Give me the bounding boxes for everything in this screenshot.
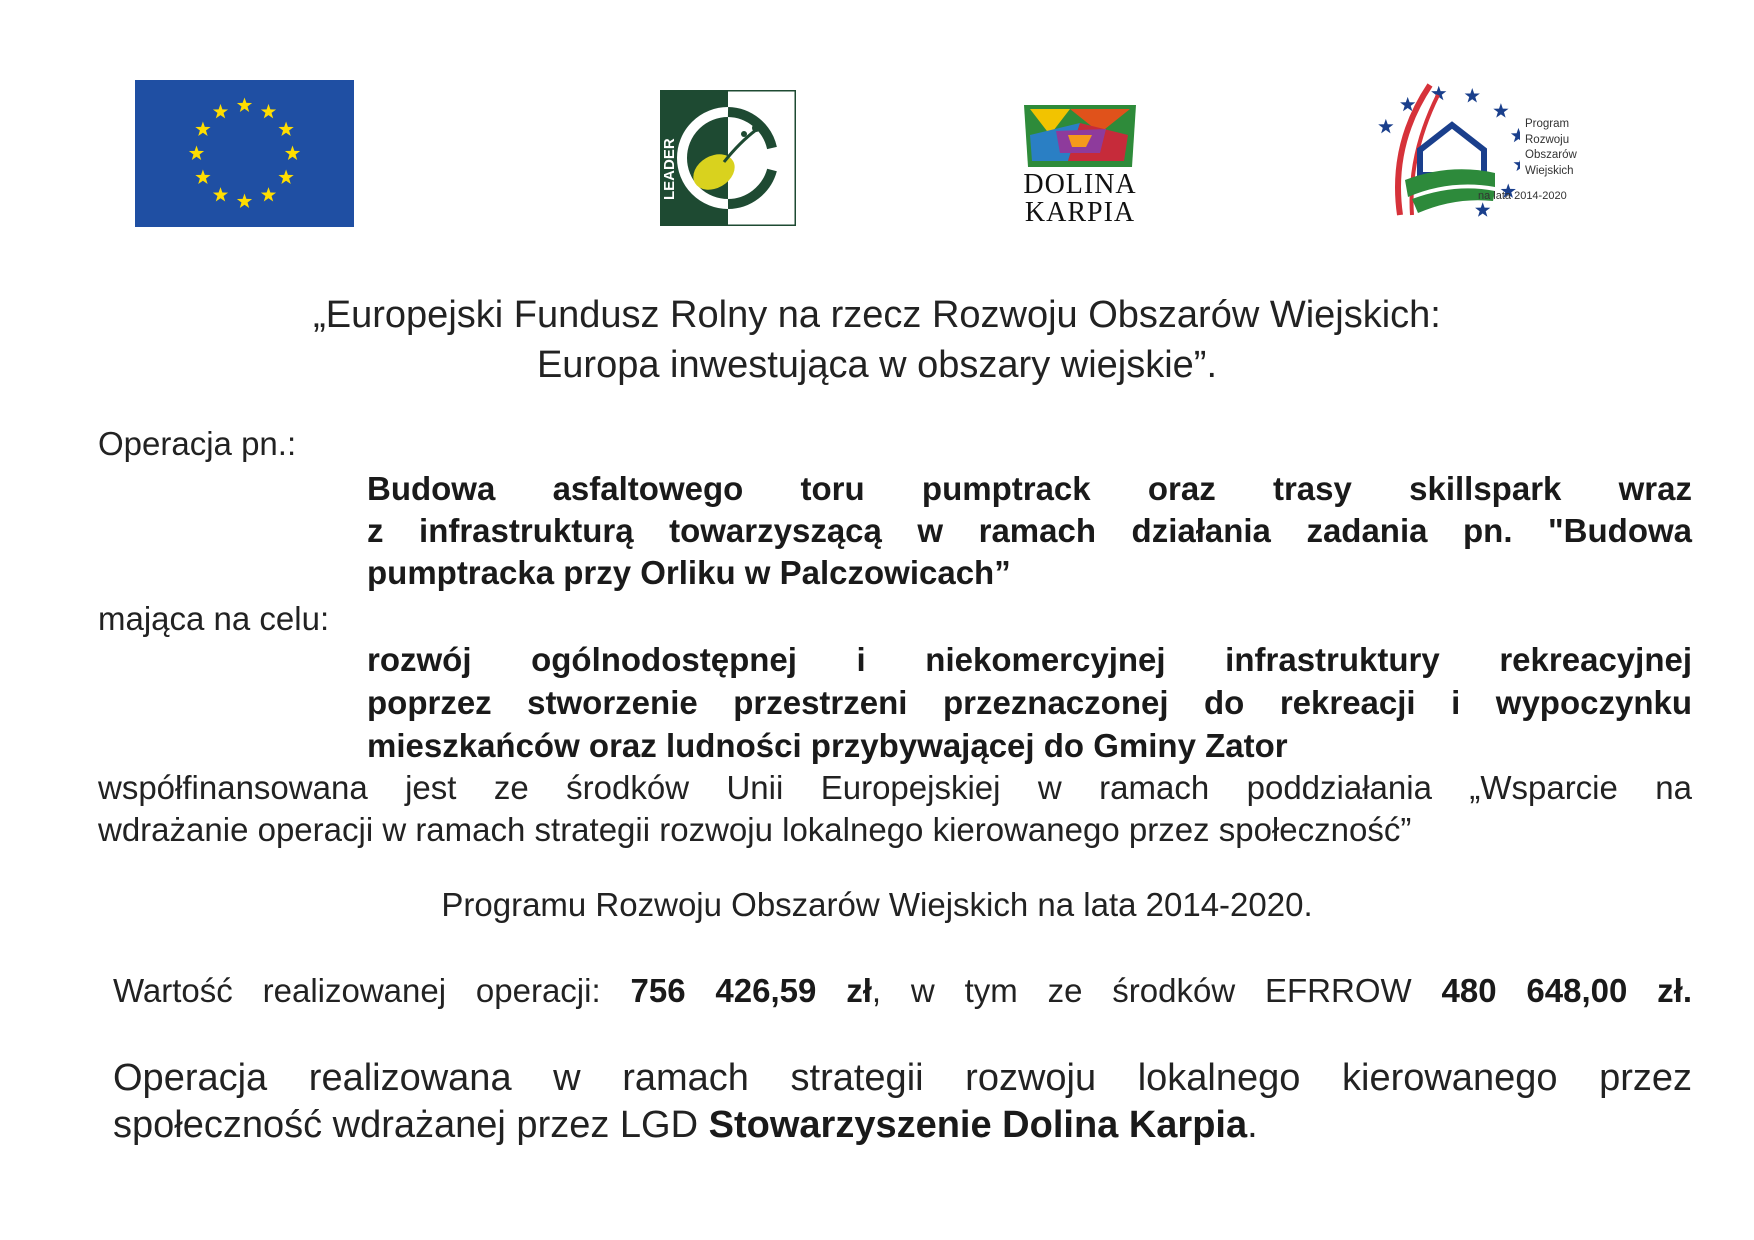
eu-star-icon — [195, 122, 210, 136]
goal-label: mająca na celu: — [98, 600, 330, 637]
leader-logo — [660, 90, 796, 226]
prow-name — [1525, 117, 1577, 179]
fund-title-line-1: „Europejski Fundusz Rolny na rzecz Rozwoju Obszarów Wiejskich: — [313, 294, 1441, 336]
fund-title-line-2: Europa inwestująca w obszary wiejskie”. — [536, 344, 1218, 386]
goal-line: mieszkańców oraz ludności przybywającej do Gminy Zator — [367, 727, 1288, 764]
prow-line-3: Obszarów — [1525, 149, 1577, 161]
prow-emblem-icon — [1360, 75, 1520, 225]
eu-star-icon — [237, 98, 252, 112]
eu-star-icon — [285, 146, 300, 160]
goal-line: poprzez stworzenie przestrzeni przeznaczonej do rekreacji i wypoczynku — [367, 684, 1692, 721]
eu-star-icon — [213, 187, 228, 201]
prow-line-1: Program — [1525, 118, 1570, 130]
operation-value — [113, 970, 1692, 1012]
value-middle: , w tym ze środków EFRROW — [871, 972, 1412, 1009]
karpia-text: KARPIA — [1024, 197, 1136, 228]
eu-star-icon — [213, 104, 228, 118]
eu-star-icon — [195, 170, 210, 184]
footer-prefix: społeczność wdrażanej przez LGD — [113, 1104, 699, 1146]
eu-star-icon — [261, 104, 276, 118]
operation-name — [367, 468, 1692, 594]
financing-line: wdrażanie operacji w ramach strategii rozwoju lokalnego kierowanego przez społeczność” — [98, 811, 1412, 848]
operation-label: Operacja pn.: — [98, 425, 297, 462]
eu-star-icon — [237, 194, 252, 208]
program-text: Programu Rozwoju Obszarów Wiejskich na lata 2014-2020. — [441, 886, 1313, 923]
footer-line-1: Operacja realizowana w ramach strategii rozwoju lokalnego kierowanego przez — [113, 1057, 1692, 1099]
footer-suffix: . — [1247, 1104, 1258, 1146]
dolina-mosaic-icon — [1020, 105, 1140, 171]
prow-star-icon — [1431, 86, 1446, 100]
financing-text — [98, 767, 1692, 851]
goal-line: rozwój ogólnodostępnej i niekomercyjnej infrastruktury rekreacyjnej — [367, 641, 1692, 678]
eu-star-icon — [261, 187, 276, 201]
eu-star-icon — [278, 122, 293, 136]
eu-star-icon — [189, 146, 204, 160]
leader-text: LEADER — [661, 138, 678, 200]
value-prefix: Wartość realizowanej operacji: — [113, 972, 601, 1009]
operation-amount: 756 426,59 zł — [630, 972, 872, 1009]
operation-name-line: Budowa asfaltowego toru pumptrack oraz trasy skillspark wraz — [367, 470, 1692, 507]
eu-star-icon — [278, 170, 293, 184]
prow-line-2: Rozwoju — [1525, 133, 1570, 146]
prow-star-icon — [1475, 202, 1490, 216]
financing-line: współfinansowana jest ze środków Unii Europejskiej w ramach poddziałania „Wsparcie na — [98, 769, 1692, 806]
dolina-karpia-logo — [1020, 105, 1140, 228]
dolina-text: DOLINA — [1023, 169, 1137, 200]
footer-line-2 — [113, 1102, 1692, 1149]
operation-goal — [367, 638, 1692, 767]
eu-stars-icon — [135, 80, 354, 227]
lgd-name: Stowarzyszenie Dolina Karpia — [708, 1104, 1248, 1146]
operation-name-line: z infrastrukturą towarzyszącą w ramach działania zadania pn. "Budowa — [367, 512, 1692, 549]
prow-line-4: Wiejskich — [1525, 164, 1574, 177]
operation-name-line: pumptracka przy Orliku w Palczowicach” — [367, 554, 1011, 591]
eu-flag-logo — [135, 80, 354, 227]
efrrow-amount: 480 648,00 zł. — [1441, 972, 1693, 1009]
prow-star-icon — [1378, 119, 1393, 133]
prow-star-icon — [1465, 88, 1480, 102]
prow-logo — [1360, 75, 1605, 225]
prow-years: na lata 2014-2020 — [1478, 190, 1567, 202]
prow-star-icon — [1514, 157, 1520, 171]
prow-star-icon — [1493, 103, 1508, 117]
prow-star-icon — [1511, 128, 1520, 142]
footer-text — [113, 1055, 1692, 1149]
